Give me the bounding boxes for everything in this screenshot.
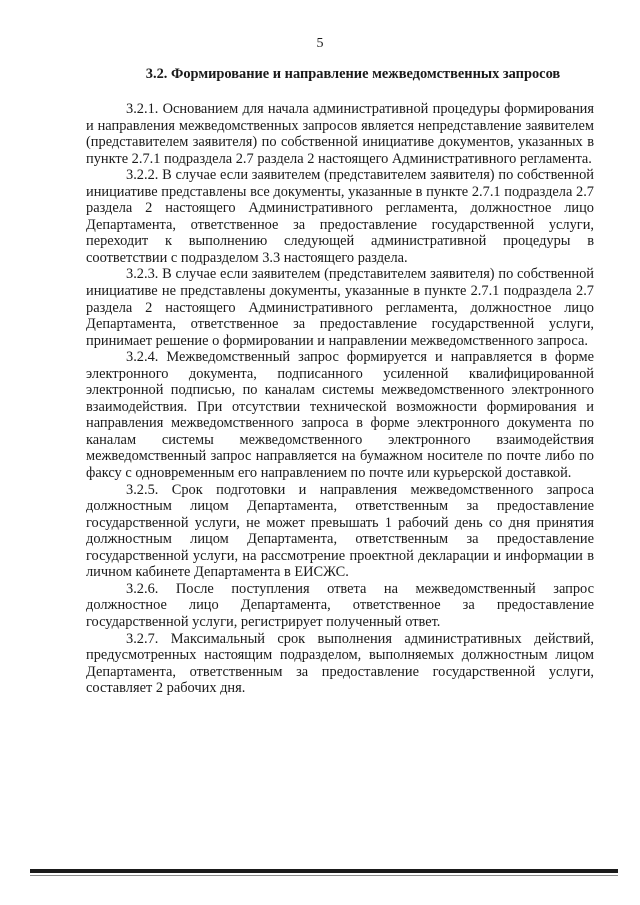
page-number: 5 — [316, 36, 324, 51]
paragraph-3-2-1: 3.2.1. Основанием для начала административной процедуры формирования и направления межведомственных запросов является непредставление заявителем (представителем заявителя) по собственной инициативе документов, указанных в пункте 2.7.1 подраздела 2.7 раздела 2 настоящего Административного регламента. — [86, 101, 594, 167]
paragraph-3-2-5: 3.2.5. Срок подготовки и направления межведомственного запроса должностным лицом Департамента, ответственным за предоставление государственной услуги, не может превышать 1 рабочий день со дня принятия должностным лицом Департамента, ответственным за предоставление государственной услуги, на рассмотрение проектной декларации и информации в личном кабинете Департамента в ЕИСЖС. — [86, 481, 594, 581]
footer-divider-thin — [30, 875, 618, 876]
paragraph-3-2-2: 3.2.2. В случае если заявителем (представителем заявителя) по собственной инициативе представлены все документы, указанные в пункте 2.7.1 подраздела 2.7 раздела 2 настоящего Административного регламента, должностное лицо Департамента, ответственное за предоставление государственной услуги, переходит к выполнению следующей административной процедуры в соответствии с подразделом 3.3 настоящего раздела. — [86, 167, 594, 266]
document-body — [86, 101, 594, 697]
paragraph-3-2-7: 3.2.7. Максимальный срок выполнения административных действий, предусмотренных настоящим подразделом, выполняемых должностным лицом Департамента, ответственным за предоставление государственной услуги, составляет 2 рабочих дня. — [86, 630, 594, 697]
paragraph-3-2-6: 3.2.6. После поступления ответа на межведомственный запрос должностное лицо Департамента, ответственное за предоставление государственной услуги, регистрирует полученный ответ. — [86, 580, 594, 630]
section-title: 3.2. Формирование и направление межведомственных запросов — [145, 66, 561, 82]
footer-divider — [30, 869, 618, 873]
paragraph-3-2-4: 3.2.4. Межведомственный запрос формируется и направляется в форме электронного документа, подписанного усиленной квалифицированной электронной подписью, по каналам системы межведомственного электронного взаимодействия. При отсутствии технической возможности формирования и направления межведомственного запроса в форме электронного документа по каналам системы межведомственного электронного взаимодействия межведомственный запрос направляется на бумажном носителе по почте либо по факсу с одновременным его направлением по почте или курьерской доставкой. — [86, 349, 594, 482]
paragraph-3-2-3: 3.2.3. В случае если заявителем (представителем заявителя) по собственной инициативе не представлены документы, указанные в пункте 2.7.1 подраздела 2.7 раздела 2 настоящего Административного регламента, должностное лицо Департамента, ответственное за предоставление государственной услуги, принимает решение о формировании и направлении межведомственного запроса. — [86, 266, 594, 349]
